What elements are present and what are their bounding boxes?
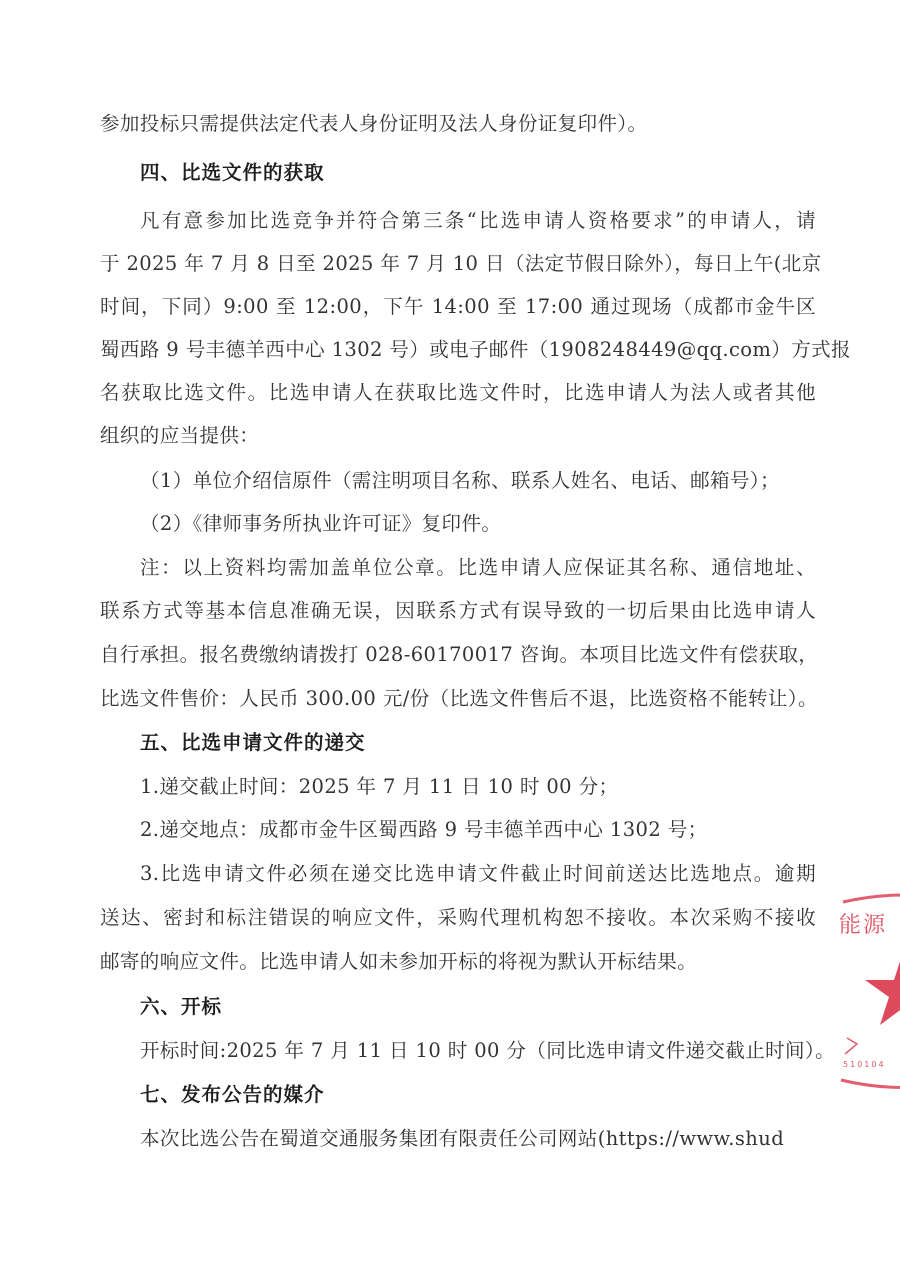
body-line-1: 参加投标只需提供法定代表人身份证明及法人身份证复印件）。	[100, 112, 648, 135]
submission-location: 2.递交地点：成都市金牛区蜀西路 9 号丰德羊西中心 1302 号；	[140, 818, 708, 841]
seal-text: 能源	[839, 913, 888, 938]
body-line-3: 凡有意参加比选竞争并符合第三条“比选申请人资格要求”的申请人，请	[140, 209, 816, 232]
section-heading-5-submission: 五、比选申请文件的递交	[140, 731, 366, 754]
seal-code: 510104	[843, 1060, 886, 1069]
list-item-2: （2）《律师事务所执业许可证》复印件。	[140, 512, 502, 535]
submission-deadline: 1.递交截止时间：2025 年 7 月 11 日 10 时 00 分；	[140, 775, 619, 798]
company-seal	[833, 890, 900, 1090]
body-line-7: 名获取比选文件。比选申请人在获取比选文件时，比选申请人为法人或者其他	[100, 381, 816, 404]
note-line-4-price: 比选文件售价：人民币 300.00 元/份（比选文件售后不退，比选资格不能转让）。	[100, 687, 818, 710]
section-heading-6-bid-opening: 六、开标	[140, 995, 223, 1018]
body-line-8: 组织的应当提供：	[100, 424, 260, 447]
list-item-1: （1）单位介绍信原件（需注明项目名称、联系人姓名、电话、邮箱号）；	[140, 469, 780, 492]
body-line-6-email: 蜀西路 9 号丰德羊西中心 1302 号）或电子邮件（1908248449@qq.com）方式报	[100, 338, 851, 361]
section-heading-7-publication-media: 七、发布公告的媒介	[140, 1083, 325, 1106]
submission-rule-line-2: 送达、密封和标注错误的响应文件，采购代理机构恕不接收。本次采购不接收	[100, 906, 816, 929]
seal-ring-icon	[833, 890, 900, 1090]
section-heading-4-document-acquisition: 四、比选文件的获取	[140, 161, 325, 184]
bid-opening-time: 开标时间:2025 年 7 月 11 日 10 时 00 分（同比选申请文件递交截止时间）。	[140, 1039, 835, 1062]
note-line-3-phone: 自行承担。报名费缴纳请拨打 028-60170017 咨询。本项目比选文件有偿获取，	[100, 643, 819, 666]
note-line-2: 联系方式等基本信息准确无误，因联系方式有误导致的一切后果由比选申请人	[100, 599, 816, 622]
note-line-1: 注：以上资料均需加盖单位公章。比选申请人应保证其名称、通信地址、	[140, 556, 816, 579]
seal-star-icon	[865, 952, 900, 1025]
submission-rule-line-1: 3.比选申请文件必须在递交比选申请文件截止时间前送达比选地点。逾期	[140, 862, 816, 885]
publication-media-line: 本次比选公告在蜀道交通服务集团有限责任公司网站(https://www.shud	[140, 1127, 785, 1150]
body-line-4: 于 2025 年 7 月 8 日至 2025 年 7 月 10 日（法定节假日除外），每日上午(北京	[100, 252, 822, 275]
body-line-5: 时间，下同）9:00 至 12:00，下午 14:00 至 17:00 通过现场（成都市金牛区	[100, 295, 816, 318]
submission-rule-line-3: 邮寄的响应文件。比选申请人如未参加开标的将视为默认开标结果。	[100, 950, 698, 973]
